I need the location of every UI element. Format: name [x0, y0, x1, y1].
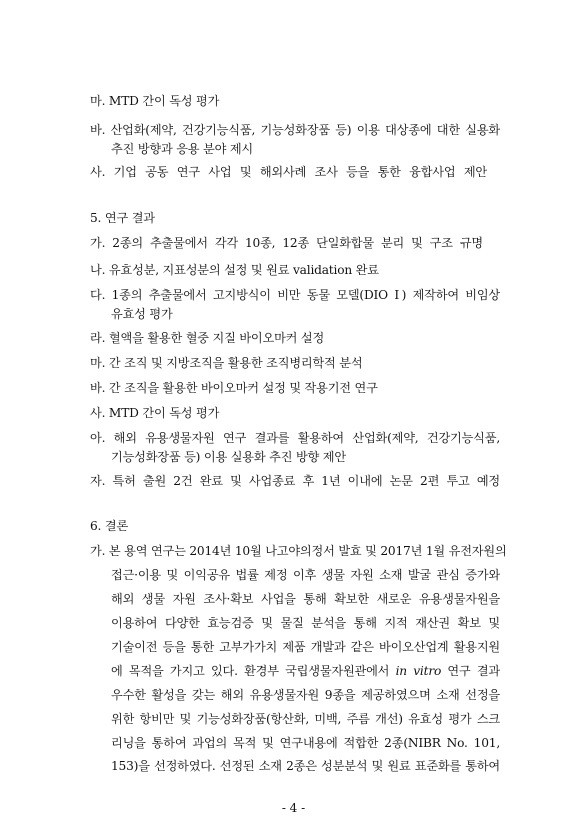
sec5-item-ja: 자. 특허 출원 2건 완료 및 사업종료 후 1년 이내에 논문 2편 투고 예정	[90, 474, 500, 488]
sec5-item-da-cont: 유효성 평가	[111, 307, 173, 321]
sec6-heading: 6. 결론	[90, 519, 129, 533]
sec4-item-sa: 사. 기업 공동 연구 사업 및 해외사례 조사 등을 통한 융합사업 제안	[90, 165, 487, 179]
sec4-item-ba-cont: 추진 방향과 응용 분야 제시	[111, 142, 254, 156]
sec5-heading: 5. 연구 결과	[90, 211, 155, 225]
sec6-paragraph-line: 위한 항비만 및 기능성화장품(항산화, 미백, 주름 개선) 유효성 평가 스크	[111, 712, 500, 726]
sec6-paragraph-line: 가. 본 용역 연구는 2014년 10월 나고야의정서 발효 및 2017년 1월 유전자원의	[90, 544, 507, 558]
sec5-item-ra: 라. 혈액을 활용한 혈중 지질 바이오마커 설정	[90, 331, 325, 345]
sec6-paragraph-line: 리닝을 통하여 과업의 목적 및 연구내용에 적합한 2종(NIBR No. 101,	[111, 736, 500, 750]
sec6-paragraph-line: 이용하여 다양한 효능검증 및 물질 분석을 통해 지적 재산권 확보 및	[111, 616, 500, 630]
sec5-item-a: 아. 해외 유용생물자원 연구 결과를 활용하여 산업화(제약, 건강기능식품,	[90, 431, 500, 445]
page-number: - 4 -	[281, 801, 306, 815]
sec5-item-na: 나. 유효성분, 지표성분의 설정 및 원료 validation 완료	[90, 263, 379, 277]
sec5-item-ga: 가. 2종의 추출물에서 각각 10종, 12종 단일화합물 분리 및 구조 규명	[90, 236, 483, 250]
sec5-item-ba: 바. 간 조직을 활용한 바이오마커 설정 및 작용기전 연구	[90, 381, 378, 395]
sec6-paragraph-line: 기술이전 등을 통한 고부가가치 제품 개발과 같은 바이오산업계 활용지원	[111, 640, 500, 654]
sec5-item-a-cont: 기능성화장품 등) 이용 실용화 추진 방향 제안	[111, 450, 346, 464]
sec4-item-ba: 바. 산업화(제약, 건강기능식품, 기능성화장품 등) 이용 대상종에 대한 실용화	[90, 123, 500, 137]
sec6-paragraph-line: 153)을 선정하였다. 선정된 소재 2종은 성분분석 및 원료 표준화를 통하여	[111, 759, 500, 773]
sec6-paragraph-line: 우수한 활성을 갖는 해외 유용생물자원 9종을 제공하였으며 소재 선정을	[111, 688, 500, 702]
sec6-paragraph-line: 접근·이용 및 이익공유 법률 제정 이후 생물 자원 소재 발굴 관심 증가와	[111, 568, 500, 582]
sec6-text-pre: 에 목적을 가지고 있다. 환경부 국립생물자원관에서	[111, 664, 396, 678]
sec6-paragraph-line: 해외 생물 자원 조사·확보 사업을 통해 확보한 새로운 유용생물자원을	[111, 592, 500, 606]
sec5-item-sa: 사. MTD 간이 독성 평가	[90, 406, 220, 420]
sec6-text-in-vitro: in vitro	[395, 664, 442, 678]
sec6-text-post: 연구 결과	[441, 664, 501, 678]
sec6-paragraph-line	[111, 663, 500, 679]
sec5-item-da: 다. 1종의 추출물에서 고지방식이 비만 동물 모델(DIO Ⅰ) 제작하여 비임상	[90, 288, 500, 302]
sec4-item-ma: 마. MTD 간이 독성 평가	[90, 94, 220, 108]
sec5-item-ma: 마. 간 조직 및 지방조직을 활용한 조직병리학적 분석	[90, 356, 363, 370]
